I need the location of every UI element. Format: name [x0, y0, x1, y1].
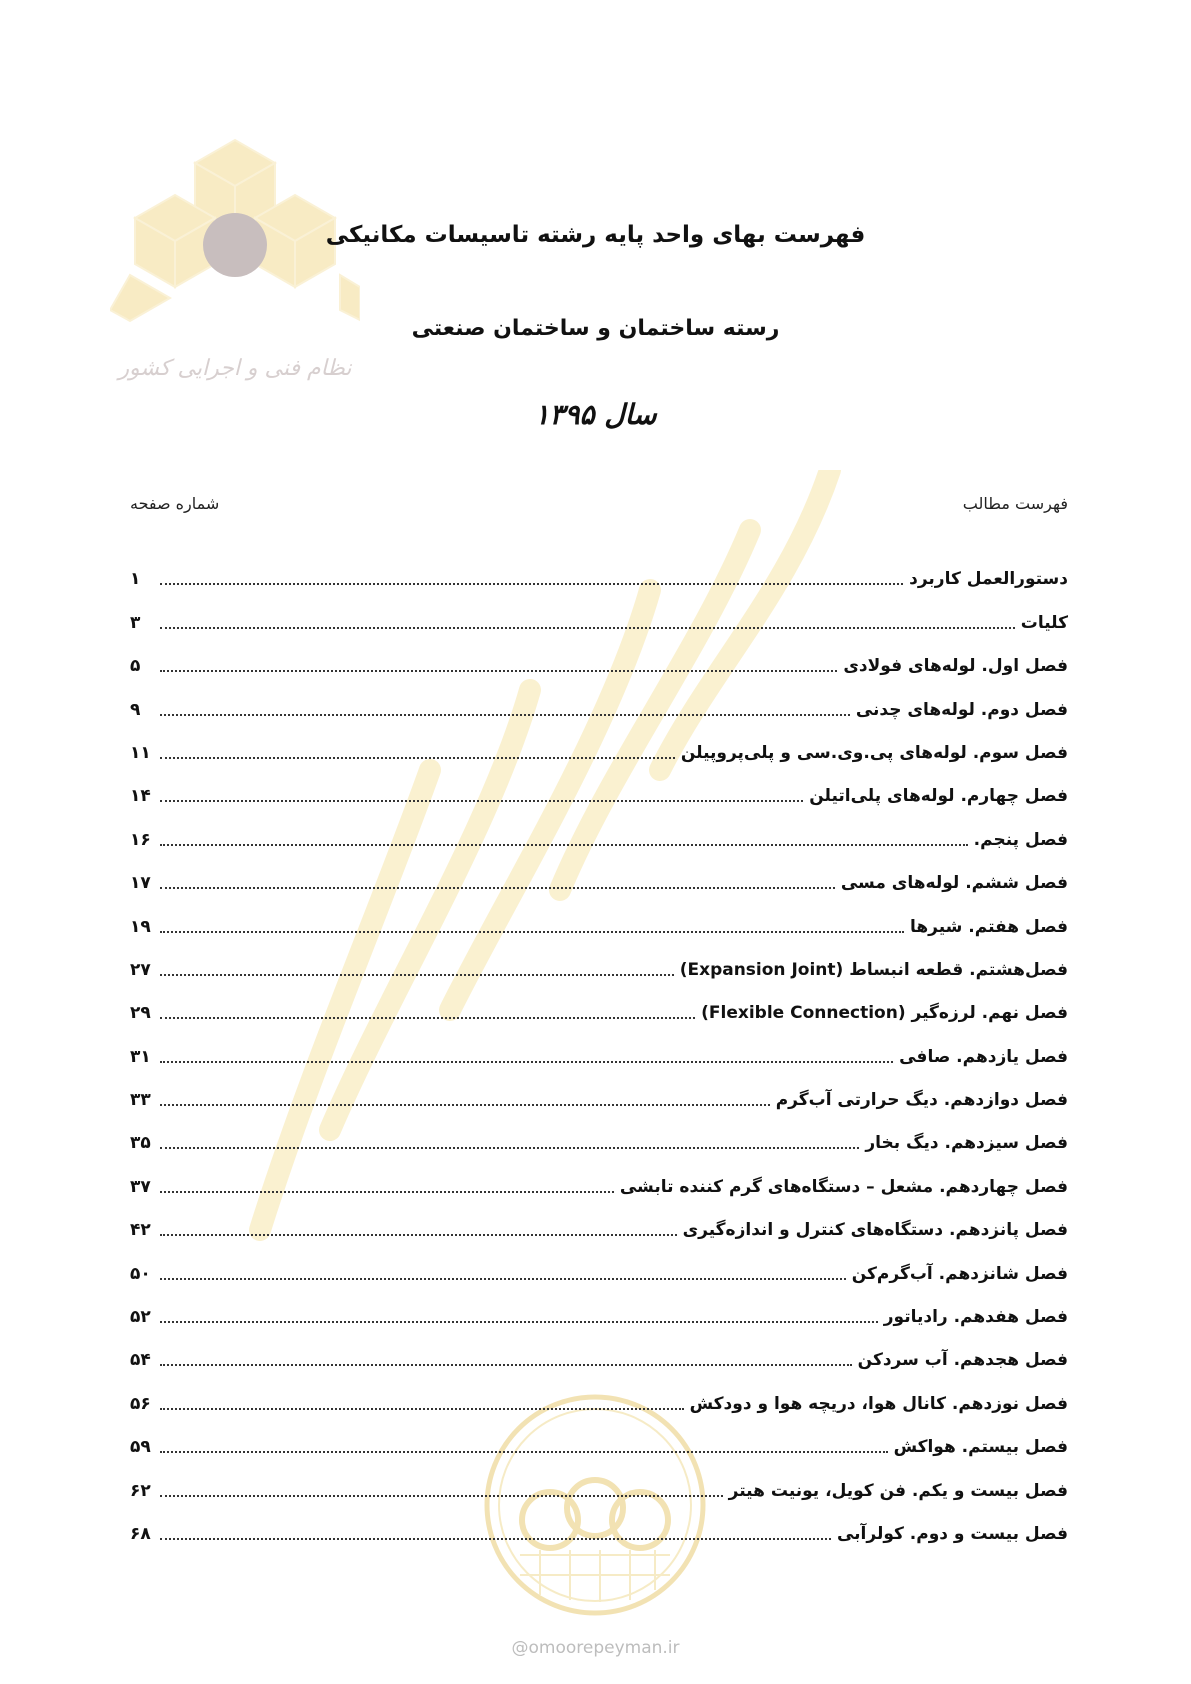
toc-entry-page: ۵۹	[130, 1437, 151, 1458]
toc-entry-page: ۵	[130, 656, 141, 677]
toc-entry-page: ۴۲	[130, 1220, 151, 1241]
toc-row	[130, 1242, 1068, 1285]
toc-row	[130, 852, 1068, 895]
toc-entry-label: فصل سیزدهم. دیگ بخار	[865, 1133, 1068, 1154]
toc-entry-label: فصل هفدهم. رادیاتور	[883, 1307, 1068, 1328]
toc-entry-label: فصل نهم. لرزه‌گیر (Flexible Connection)	[701, 1003, 1068, 1024]
table-of-contents	[130, 548, 1068, 1546]
toc-entry-label: فصل چهاردهم. مشعل – دستگاه‌های گرم کننده تابشی	[619, 1176, 1068, 1197]
toc-row	[130, 635, 1068, 678]
toc-row	[130, 1372, 1068, 1415]
toc-row	[130, 939, 1068, 982]
toc-row	[130, 1112, 1068, 1155]
toc-entry-page: ۵۲	[130, 1307, 151, 1328]
dot-leader	[160, 1363, 852, 1366]
toc-entry-page: ۶۲	[130, 1480, 151, 1501]
toc-row	[130, 808, 1068, 851]
dot-leader	[160, 1060, 893, 1063]
toc-row	[130, 1459, 1068, 1502]
toc-entry-label: فصل چهارم. لوله‌های پلی‌اتیلن	[809, 786, 1068, 807]
toc-row	[130, 1503, 1068, 1546]
toc-entry-page: ۳۵	[130, 1133, 151, 1154]
document-year: سال ۱۳۹۵	[534, 398, 657, 431]
dot-leader	[160, 1320, 878, 1323]
dot-leader	[160, 756, 675, 759]
toc-entry-page: ۱۱	[130, 742, 151, 763]
dot-leader	[160, 1450, 888, 1453]
toc-entry-page: ۹	[130, 699, 141, 720]
organization-logo-icon	[110, 135, 360, 425]
toc-entry-page: ۵۴	[130, 1350, 151, 1371]
toc-row	[130, 1416, 1068, 1459]
toc-row	[130, 678, 1068, 721]
toc-entry-page: ۲۹	[130, 1003, 151, 1024]
dot-leader	[160, 799, 803, 802]
dot-leader	[160, 843, 968, 846]
toc-row	[130, 1025, 1068, 1068]
toc-entry-page: ۲۷	[130, 959, 151, 980]
page-number-heading: شماره صفحه	[130, 494, 220, 513]
toc-row	[130, 765, 1068, 808]
toc-entry-page: ۳	[130, 612, 141, 633]
dot-leader	[160, 1407, 684, 1410]
toc-entry-label: فصل بیست و دوم. کولرآبی	[836, 1523, 1068, 1544]
toc-entry-page: ۱۶	[130, 829, 151, 850]
dot-leader	[160, 626, 1015, 629]
toc-entry-page: ۱۴	[130, 786, 151, 807]
toc-entry-page: ۳۷	[130, 1176, 151, 1197]
toc-heading: فهرست مطالب	[962, 494, 1068, 513]
toc-entry-label: فصل سوم. لوله‌های پی.وی.سی و پلی‌پروپیلن	[680, 742, 1068, 763]
toc-entry-label: فصل پنجم.	[973, 829, 1068, 850]
dot-leader	[160, 713, 850, 716]
toc-entry-label: فصل بیست و یکم. فن کویل، یونیت هیتر	[728, 1480, 1068, 1501]
toc-row	[130, 722, 1068, 765]
toc-entry-label: فصل دوازدهم. دیگ حرارتی آب‌گرم	[775, 1090, 1068, 1111]
toc-entry-page: ۱۷	[130, 873, 151, 894]
toc-entry-label: فصل اول. لوله‌های فولادی	[843, 656, 1068, 677]
toc-row	[130, 1199, 1068, 1242]
toc-entry-page: ۳۳	[130, 1090, 151, 1111]
website-watermark: @omoorepeyman.ir	[511, 1638, 680, 1658]
toc-entry-label: فصل شانزدهم. آب‌گرم‌کن	[851, 1263, 1068, 1284]
dot-leader	[160, 582, 903, 585]
toc-entry-page: ۶۸	[130, 1523, 151, 1544]
toc-row	[130, 895, 1068, 938]
document-title: فهرست بهای واحد پایه رشته تاسیسات مکانیکی	[325, 222, 866, 248]
dot-leader	[160, 1146, 859, 1149]
toc-entry-label: فصل‌هشتم. قطعه انبساط (Expansion Joint)	[679, 959, 1068, 980]
toc-row	[130, 982, 1068, 1025]
toc-entry-label: فصل هجدهم. آب سردکن	[857, 1350, 1068, 1371]
toc-entry-label: فصل ششم. لوله‌های مسی	[840, 873, 1068, 894]
dot-leader	[160, 1233, 677, 1236]
dot-leader	[160, 1190, 614, 1193]
toc-entry-page: ۳۱	[130, 1046, 151, 1067]
dot-leader	[160, 1103, 770, 1106]
toc-entry-page: ۵۶	[130, 1393, 151, 1414]
toc-row	[130, 1069, 1068, 1112]
toc-row	[130, 548, 1068, 591]
toc-entry-page: ۱۹	[130, 916, 151, 937]
toc-entry-page: ۵۰	[130, 1263, 151, 1284]
dot-leader	[160, 669, 837, 672]
dot-leader	[160, 886, 835, 889]
toc-entry-label: فصل نوزدهم. کانال هوا، دریچه هوا و دودکش	[689, 1393, 1068, 1414]
dot-leader	[160, 1494, 723, 1497]
toc-entry-label: فصل هفتم. شیرها	[909, 916, 1068, 937]
toc-row	[130, 1155, 1068, 1198]
dot-leader	[160, 1537, 831, 1540]
toc-entry-label: دستورالعمل کاربرد	[909, 569, 1068, 590]
logo-caption: نظام فنی و اجرایی کشور	[118, 356, 352, 381]
document-subtitle: رسته ساختمان و ساختمان صنعتی	[411, 316, 780, 341]
dot-leader	[160, 1016, 695, 1019]
toc-entry-label: کلیات	[1020, 612, 1068, 633]
dot-leader	[160, 973, 674, 976]
toc-entry-label: فصل پانزدهم. دستگاه‌های کنترل و اندازه‌گیری	[682, 1220, 1068, 1241]
toc-entry-label: فصل دوم. لوله‌های چدنی	[855, 699, 1068, 720]
toc-row	[130, 1286, 1068, 1329]
dot-leader	[160, 930, 904, 933]
toc-row	[130, 1329, 1068, 1372]
toc-entry-label: فصل یازدهم. صافی	[899, 1046, 1068, 1067]
dot-leader	[160, 1277, 846, 1280]
toc-entry-page: ۱	[130, 569, 141, 590]
toc-row	[130, 591, 1068, 634]
toc-entry-label: فصل بیستم. هواکش	[893, 1437, 1068, 1458]
